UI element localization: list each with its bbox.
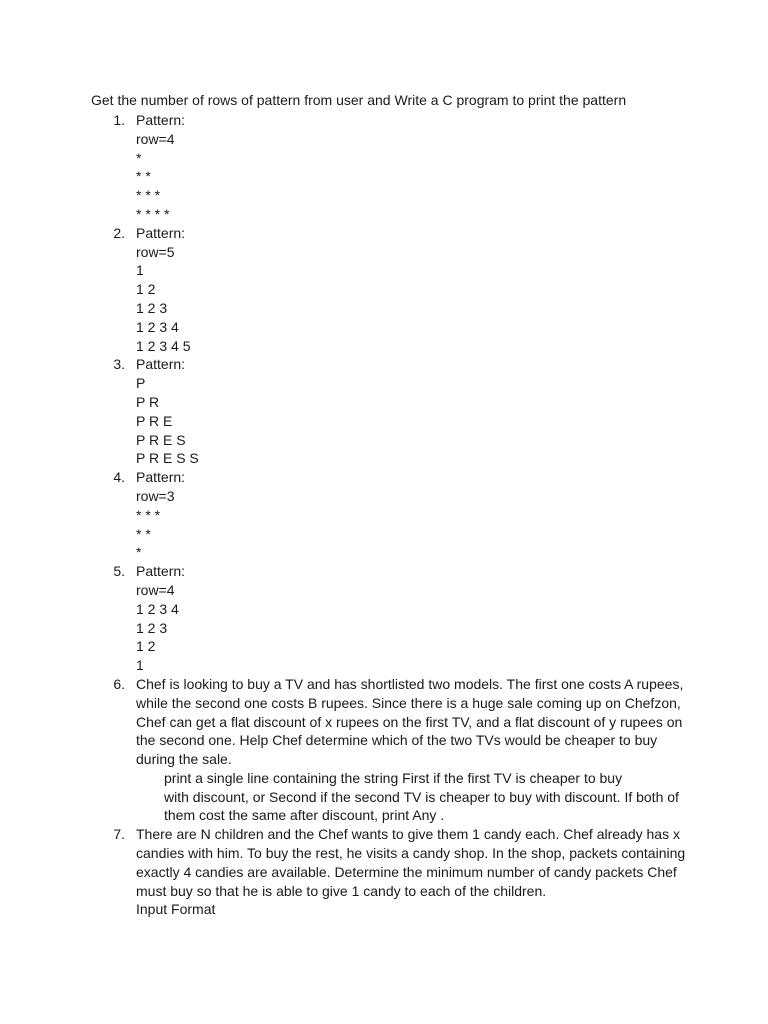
item-number: 2. <box>113 224 125 241</box>
item-line: Pattern: <box>136 563 186 580</box>
paragraph-line: Chef can get a flat discount of x rupees on the first TV, and a flat discount of y rupees on <box>136 713 683 730</box>
paragraph-line: them cost the same after discount, print Any . <box>164 807 445 824</box>
list-item-5 <box>91 562 691 675</box>
item-number: 1. <box>113 112 125 128</box>
input-format-heading: Input Format <box>136 901 216 918</box>
item-line: 1 2 <box>136 281 156 298</box>
item-line: * * <box>136 525 151 542</box>
paragraph-line: must buy so that he is able to give 1 candy to each of the children. <box>136 882 547 899</box>
item-line: Pattern: <box>136 469 186 486</box>
paragraph-line: during the sale. <box>136 751 232 768</box>
item-line: P R E S S <box>136 450 199 467</box>
item-line: * * * * <box>136 205 170 222</box>
list-item-4 <box>91 468 691 562</box>
list-item-2 <box>91 224 691 356</box>
item-number: 4. <box>113 469 125 486</box>
item-line: * * * <box>136 187 161 204</box>
item-line: * * <box>136 168 151 185</box>
item-line: row=5 <box>136 243 175 260</box>
list-item-1 <box>91 111 691 224</box>
item-line: Pattern: <box>136 224 186 241</box>
item-line: P R E S <box>136 431 186 448</box>
item-line: 1 <box>136 262 144 279</box>
paragraph-line: Chef is looking to buy a TV and has shortlisted two models. The first one costs A rupees, <box>136 675 684 692</box>
item-line: P R <box>136 393 160 410</box>
item-number: 5. <box>113 563 125 580</box>
list-item-6 <box>91 675 691 825</box>
item-line: 1 2 3 4 5 <box>136 337 191 354</box>
item-line: * * * <box>136 506 161 523</box>
item-line: * <box>136 149 142 166</box>
item-number: 3. <box>113 356 125 373</box>
output-description <box>136 769 691 825</box>
item-line: Pattern: <box>136 112 186 128</box>
paragraph-line: while the second one costs B rupees. Since there is a huge sale coming up on Chefzon, <box>136 694 681 711</box>
paragraph-line: print a single line containing the string First if the first TV is cheaper to buy <box>164 769 623 786</box>
paragraph-line: the second one. Help Chef determine which of the two TVs would be cheaper to buy <box>136 732 658 749</box>
item-line: * <box>136 544 142 561</box>
item-number: 7. <box>113 826 125 843</box>
item-line: 1 2 3 <box>136 299 168 316</box>
item-line: 1 2 <box>136 638 156 655</box>
list-item-7 <box>91 825 691 919</box>
item-line: row=3 <box>136 487 175 504</box>
item-line: row=4 <box>136 130 175 147</box>
intro-text: Get the number of rows of pattern from user and Write a C program to print the pattern <box>91 92 627 108</box>
item-line: P <box>136 375 146 392</box>
item-line: Pattern: <box>136 356 186 373</box>
item-line: row=4 <box>136 581 175 598</box>
paragraph-line: exactly 4 candies are available. Determine the minimum number of candy packets Chef <box>136 863 677 880</box>
item-number: 6. <box>113 675 125 692</box>
item-line: P R E <box>136 412 173 429</box>
item-line: 1 2 3 4 <box>136 600 179 617</box>
item-line: 1 2 3 4 <box>136 318 179 335</box>
paragraph-line: There are N children and the Chef wants to give them 1 candy each. Chef already has x <box>136 826 680 843</box>
item-line: 1 2 3 <box>136 619 168 636</box>
item-line: 1 <box>136 657 144 674</box>
paragraph-line: candies with him. To buy the rest, he visits a candy shop. In the shop, packets containing <box>136 845 686 862</box>
list-item-3 <box>91 355 691 468</box>
paragraph-line: with discount, or Second if the second TV is cheaper to buy with discount. If both of <box>164 788 679 805</box>
question-list <box>91 111 691 919</box>
